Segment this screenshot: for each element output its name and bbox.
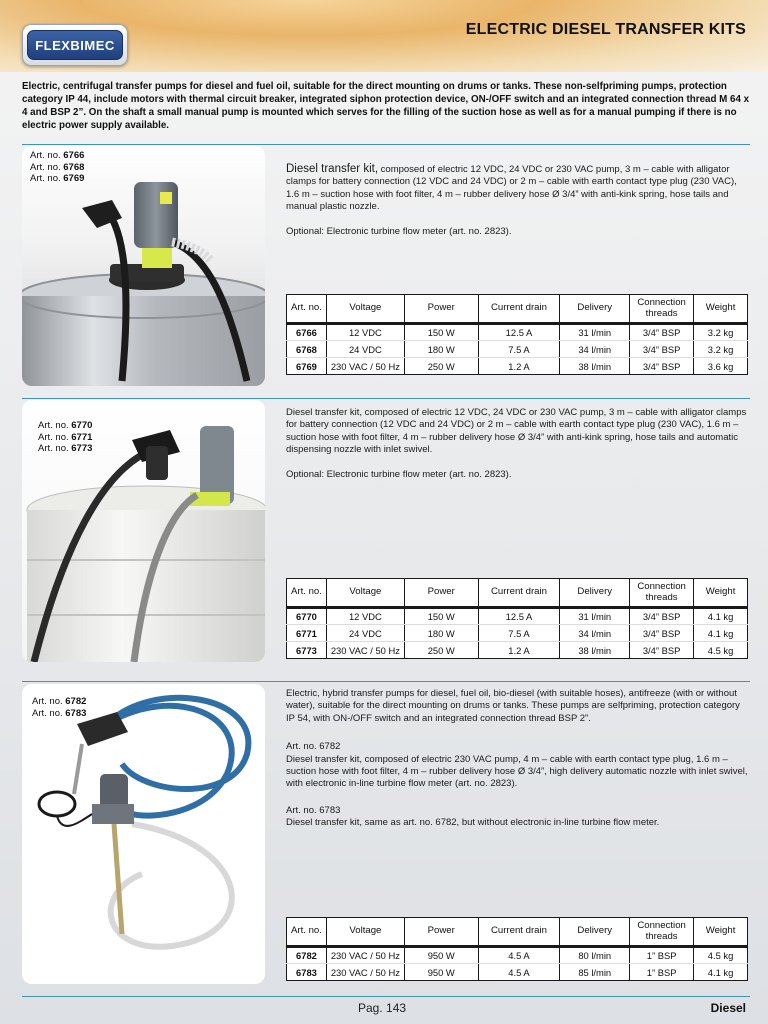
table-row: 6768 24 VDC 180 W 7.5 A 34 l/min 3/4” BSP 3.2 kg [287, 341, 748, 358]
section-divider [22, 144, 750, 145]
table-row: 6769 230 VAC / 50 Hz 250 W 1.2 A 38 l/min 3/4” BSP 3.6 kg [287, 358, 748, 375]
logo-badge [27, 30, 123, 60]
product-photo-6770 [22, 400, 265, 662]
table-row: 6771 24 VDC 180 W 7.5 A 34 l/min 3/4” BSP 4.1 kg [287, 625, 748, 642]
table-header-row: Art. no. Voltage Power Current drain Delivery Connection threads Weight [287, 579, 748, 608]
table-row: 6782 230 VAC / 50 Hz 950 W 4.5 A 80 l/min 1” BSP 4.5 kg [287, 947, 748, 964]
col-header-current: Current drain [478, 295, 560, 324]
col-header-voltage: Voltage [326, 295, 404, 324]
table-row: 6766 12 VDC 150 W 12.5 A 31 l/min 3/4” BSP 3.2 kg [287, 324, 748, 341]
col-header-power: Power [404, 295, 478, 324]
col-header-delivery: Delivery [560, 295, 630, 324]
table-row: 6783 230 VAC / 50 Hz 950 W 4.5 A 85 l/min 1” BSP 4.1 kg [287, 964, 748, 981]
table-row: 6773 230 VAC / 50 Hz 250 W 1.2 A 38 l/min 3/4” BSP 4.5 kg [287, 642, 748, 659]
page-number: Pag. 143 [358, 1001, 407, 1015]
kit-description-6782: Electric, hybrid transfer pumps for diesel, fuel oil, bio-diesel (with suitable hoses), antifreeze (with or without water), suitable for the direct mounting on drums or tanks. These pumps are selfpriming, protection category IP 54, with ON-/OFF switch and an integrated connection thread BSP 2”. Art. no. 6782 Diesel transfer kit, composed of electric 230 VAC pump, 4 m – cable with earth contact type plug, 1.6 m – suction hose with foot filter, 4 m – rubber delivery hose Ø 3/4”, high delivery automatic nozzle with inlet swivel, with electronic in-line turbine flow meter (art. no. 2823). Art. no. 6783 Diesel transfer kit, same as art. no. 6782, but without electronic in-line turbine flow meter. [286, 688, 748, 829]
sub-text-6782: Diesel transfer kit, composed of electric 230 VAC pump, 4 m – cable with earth contact type plug, 1.6 m – suction hose with foot filter, 4 m – rubber delivery hose Ø 3/4”, high delivery automatic nozzle with inlet swivel, with electronic in-line turbine flow meter (art. no. 2823). [286, 753, 748, 790]
art-no-labels: Art. no. 6766 Art. no. 6768 Art. no. 6769 [30, 150, 85, 184]
product-photo-6782 [22, 684, 265, 984]
intro-paragraph: Electric, centrifugal transfer pumps for diesel and fuel oil, suitable for the direct mounting on drums or tanks. These non-selfpriming pumps, protection category IP 44, include motors with thermal circuit breaker, integrated siphon protection device, ON-/OFF switch and an integrated connection thread M 64 x 4 and BSP 2”. On the shaft a small manual pump is mounted which serves for the filling of the suction hose as well as for a manual pumping if there is no electric power supply available. [22, 81, 750, 131]
section-divider [22, 681, 750, 682]
logo-text: FLEXBIMEC [35, 37, 115, 53]
table-header-row [287, 295, 748, 324]
col-header-artno: Art. no. [287, 295, 327, 324]
sub-title-6782: Art. no. 6782 [286, 741, 341, 753]
brand-logo [22, 24, 128, 66]
page-title: ELECTRIC DIESEL TRANSFER KITS [465, 21, 746, 38]
spec-table-6766 [286, 294, 748, 375]
footer-divider [22, 996, 750, 997]
col-header-threads: Connection threads [630, 295, 694, 324]
art-no-labels: Art. no. 6782 Art. no. 6783 [32, 696, 87, 719]
col-header-weight: Weight [694, 295, 748, 324]
optional-note: Optional: Electronic turbine flow meter (art. no. 2823). [286, 468, 512, 480]
kit-description-6766: Diesel transfer kit, composed of electric 12 VDC, 24 VDC or 230 VAC pump, 3 m – cable with alligator clamps for battery connection (12 VDC and 24 VDC) or 2 m – cable with earth contact type plug (230 VAC), 1.6 m – suction hose with foot filter, 4 m – rubber delivery hose Ø 3/4” with anti-kink spring, hose tails and manual plastic nozzle. Optional: Electronic turbine flow meter (art. no. 2823). [286, 163, 748, 250]
spec-table-6782 [286, 917, 748, 981]
optional-note: Optional: Electronic turbine flow meter (art. no. 2823). [286, 225, 512, 237]
product-photo-6766 [22, 146, 265, 386]
table-row: 6770 12 VDC 150 W 12.5 A 31 l/min 3/4” BSP 4.1 kg [287, 608, 748, 625]
table-header-row: Art. no. Voltage Power Current drain Delivery Connection threads Weight [287, 918, 748, 947]
art-no-labels: Art. no. 6770 Art. no. 6771 Art. no. 6773 [38, 420, 93, 454]
sub-title-6783: Art. no. 6783 [286, 804, 341, 816]
kit-description-6770: Diesel transfer kit, composed of electric 12 VDC, 24 VDC or 230 VAC pump, 3 m – cable with alligator clamps for battery connection (12 VDC and 24 VDC) or 2 m – cable with earth contact type plug (230 VAC), 1.6 m – suction hose with foot filter, 4 m – rubber delivery hose Ø 3/4” with anti-kink spring, hose tails and automatic dispensing nozzle with inlet swivel. Optional: Electronic turbine flow meter (art. no. 2823). [286, 407, 747, 480]
hybrid-pump-kit-illustration [22, 684, 265, 984]
page-header [0, 0, 768, 72]
section-divider [22, 398, 750, 399]
sub-text-6783: Diesel transfer kit, same as art. no. 6782, but without electronic in-line turbine flow meter. [286, 817, 660, 829]
footer-category: Diesel [710, 1001, 746, 1015]
spec-table-6770 [286, 578, 748, 659]
